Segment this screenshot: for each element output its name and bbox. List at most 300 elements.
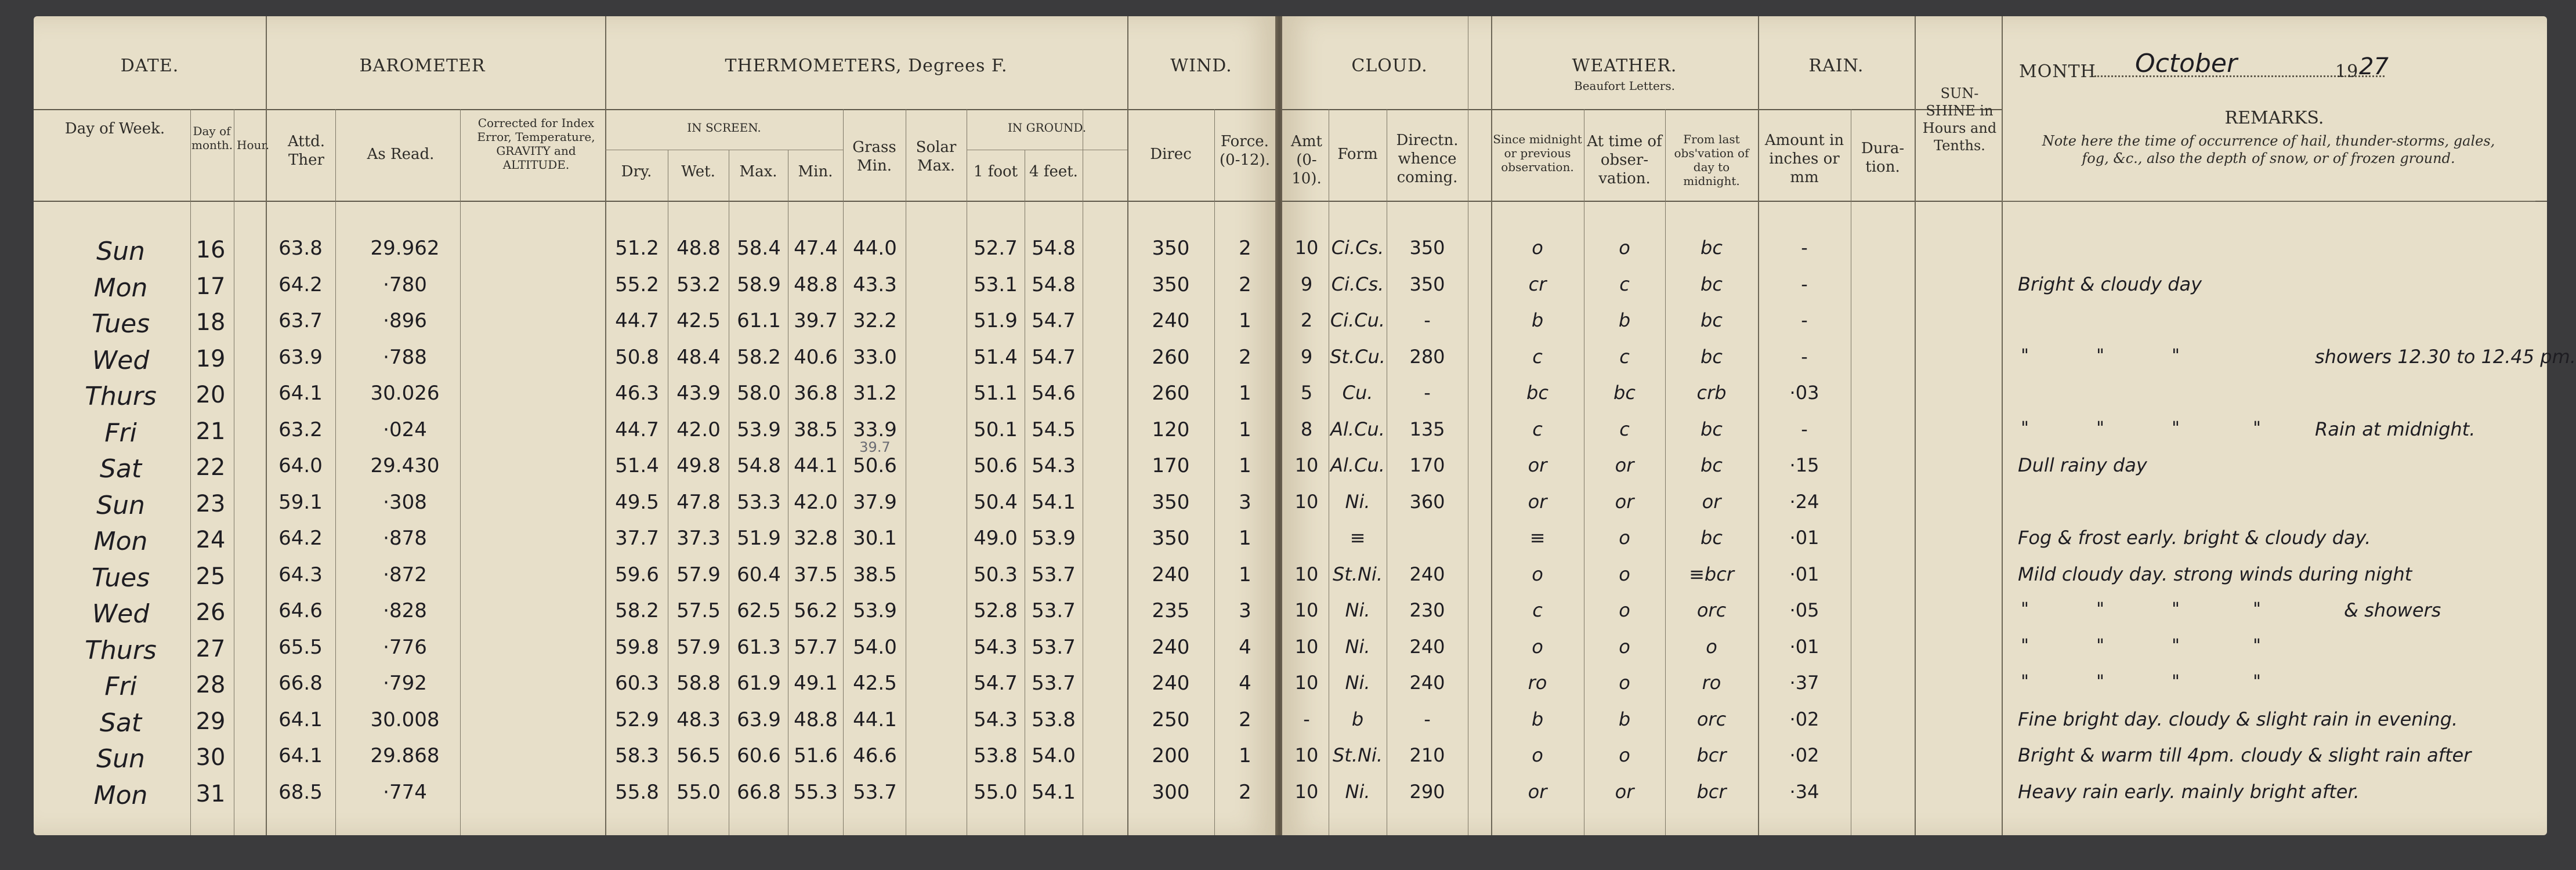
dry-cell: 37.7 xyxy=(615,527,659,550)
weather-at-time-cell: c xyxy=(1619,273,1630,295)
ground-4ft-cell: 53.7 xyxy=(1032,599,1076,622)
ground-4ft-cell: 53.9 xyxy=(1032,527,1076,550)
header-day-of-month: Day of month. xyxy=(191,124,233,152)
barometer-reading-cell: ·792 xyxy=(383,672,427,695)
cloud-directn-cell: 360 xyxy=(1409,490,1445,513)
attd-ther-cell: 64.0 xyxy=(278,454,323,477)
wind-force-cell: 3 xyxy=(1239,599,1251,622)
month-value: October xyxy=(2135,49,2238,78)
wind-force-cell: 4 xyxy=(1239,672,1251,695)
header-remarks: REMARKS. xyxy=(2224,108,2324,128)
wind-direc-cell: 120 xyxy=(1152,418,1190,441)
wet-cell: 57.9 xyxy=(676,635,721,659)
cloud-directn-cell: 170 xyxy=(1409,454,1445,476)
wind-force-cell: 1 xyxy=(1239,454,1251,477)
weather-at-time-cell: o xyxy=(1619,672,1630,694)
max-cell: 54.8 xyxy=(737,454,781,477)
wind-force-cell: 1 xyxy=(1239,418,1251,441)
cloud-amt-cell: 10 xyxy=(1294,454,1319,476)
weather-from-last-cell: crb xyxy=(1696,382,1727,404)
column-rule xyxy=(1915,16,1916,835)
weather-at-time-cell: o xyxy=(1619,599,1630,621)
header-day-of-week: Day of Week. xyxy=(64,120,165,137)
cloud-amt-cell: 8 xyxy=(1300,418,1313,440)
barometer-reading-cell: ·828 xyxy=(383,599,427,622)
attd-ther-cell: 64.6 xyxy=(278,599,323,622)
wind-direc-cell: 250 xyxy=(1152,708,1190,731)
year-value: 27 xyxy=(2359,53,2389,80)
wind-force-cell: 3 xyxy=(1239,490,1251,514)
wet-cell: 48.4 xyxy=(676,345,721,369)
header-corrected: Corrected for Index Error, Temperature, GRAVITY and ALTITUDE. xyxy=(477,116,595,172)
ground-1ft-cell: 50.3 xyxy=(974,563,1018,586)
ground-1ft-cell: 52.7 xyxy=(974,237,1018,260)
ground-1ft-cell: 51.4 xyxy=(974,345,1018,369)
barometer-reading-cell: ·776 xyxy=(383,635,427,659)
min-cell: 36.8 xyxy=(794,382,838,405)
cloud-form-cell: Ni. xyxy=(1345,635,1370,658)
day-of-week-cell: Fri xyxy=(104,418,137,448)
max-cell: 61.3 xyxy=(737,635,781,659)
attd-ther-cell: 63.8 xyxy=(278,237,323,260)
cloud-directn-cell: 230 xyxy=(1409,599,1445,621)
weather-at-time-cell: b xyxy=(1618,708,1631,730)
weather-from-last-cell: bcr xyxy=(1696,744,1727,766)
min-cell: 51.6 xyxy=(794,744,838,767)
day-of-month-cell: 31 xyxy=(196,780,226,807)
month-label: MONTH xyxy=(2019,61,2096,82)
day-of-month-cell: 26 xyxy=(196,599,226,626)
weather-since-cell: c xyxy=(1532,345,1543,368)
column-rule xyxy=(605,16,606,835)
weather-since-cell: o xyxy=(1532,744,1543,766)
max-cell: 58.4 xyxy=(737,237,781,260)
header-min: Min. xyxy=(798,163,833,180)
wet-cell: 57.5 xyxy=(676,599,721,622)
max-cell: 63.9 xyxy=(737,708,781,731)
dry-cell: 59.8 xyxy=(615,635,659,659)
remarks-cell: Mild cloudy day. strong winds during night xyxy=(2018,563,2412,585)
weather-since-cell: o xyxy=(1532,635,1543,658)
cloud-amt-cell: 2 xyxy=(1300,309,1313,331)
rain-amount-cell: ·05 xyxy=(1789,599,1819,621)
wind-force-cell: 2 xyxy=(1239,780,1251,804)
barometer-reading-cell: ·774 xyxy=(383,780,427,804)
rain-amount-cell: - xyxy=(1801,309,1808,331)
attd-ther-cell: 68.5 xyxy=(278,780,323,804)
day-of-week-cell: Fri xyxy=(104,672,137,701)
day-of-month-cell: 19 xyxy=(196,345,226,372)
max-cell: 51.9 xyxy=(737,527,781,550)
remarks-cell: Bright & warm till 4pm. cloudy & slight rain after xyxy=(2018,744,2472,766)
cloud-form-cell: b xyxy=(1351,708,1364,730)
ground-1ft-cell: 53.8 xyxy=(974,744,1018,767)
min-cell: 49.1 xyxy=(794,672,838,695)
day-of-month-cell: 21 xyxy=(196,418,226,445)
wind-direc-cell: 240 xyxy=(1152,309,1190,332)
day-of-week-cell: Wed xyxy=(92,345,150,375)
grass-min-cell: 33.0 xyxy=(853,345,897,369)
header-sunshine: SUN- SHINE in Hours and Tenths. xyxy=(1922,85,1997,154)
cloud-form-cell: Ci.Cs. xyxy=(1331,237,1384,259)
rain-amount-cell: ·02 xyxy=(1789,744,1819,766)
ditto-mark: " xyxy=(2021,345,2029,366)
attd-ther-cell: 64.2 xyxy=(278,527,323,550)
grass-min-cell: 30.1 xyxy=(853,527,897,550)
cloud-amt-cell: 10 xyxy=(1294,599,1319,621)
header-cloud-directn: Directn. whence coming. xyxy=(1396,132,1459,186)
header-at-time: At time of obser- vation. xyxy=(1587,133,1662,187)
remarks-cell: Bright & cloudy day xyxy=(2018,273,2202,295)
ground-1ft-cell: 53.1 xyxy=(974,273,1018,296)
dry-cell: 44.7 xyxy=(615,309,659,332)
header-max: Max. xyxy=(739,163,777,180)
cloud-form-cell: Al.Cu. xyxy=(1330,418,1385,440)
cloud-amt-cell: 9 xyxy=(1300,345,1313,368)
cloud-form-cell: St.Cu. xyxy=(1330,345,1385,368)
rain-amount-cell: ·01 xyxy=(1789,563,1819,585)
day-of-week-cell: Mon xyxy=(93,780,148,810)
min-cell: 47.4 xyxy=(794,237,838,260)
header-rain: RAIN. xyxy=(1808,56,1864,76)
day-of-week-cell: Mon xyxy=(93,273,148,303)
ground-4ft-cell: 54.0 xyxy=(1032,744,1076,767)
ditto-mark: " xyxy=(2096,345,2104,366)
grass-min-cell: 42.5 xyxy=(853,672,897,695)
cloud-amt-cell: 10 xyxy=(1294,780,1319,803)
max-cell: 58.9 xyxy=(737,273,781,296)
wind-direc-cell: 260 xyxy=(1152,345,1190,369)
grass-min-cell: 37.9 xyxy=(853,490,897,514)
dry-cell: 50.8 xyxy=(615,345,659,369)
weather-at-time-cell: c xyxy=(1619,345,1630,368)
header-grass-min: Grass Min. xyxy=(852,139,896,175)
cloud-amt-cell: 10 xyxy=(1294,490,1319,513)
header-rain-duration: Dura- tion. xyxy=(1861,140,1905,176)
wind-force-cell: 2 xyxy=(1239,273,1251,296)
header-1-foot: 1 foot xyxy=(973,163,1018,180)
day-of-week-cell: Tues xyxy=(91,563,150,593)
weather-since-cell: ≡ xyxy=(1529,527,1546,549)
barometer-reading-cell: ·896 xyxy=(383,309,427,332)
attd-ther-cell: 63.9 xyxy=(278,345,323,369)
rain-amount-cell: - xyxy=(1801,237,1808,259)
min-cell: 40.6 xyxy=(794,345,838,369)
header-wet: Wet. xyxy=(681,163,715,180)
attd-ther-cell: 64.2 xyxy=(278,273,323,296)
wind-force-cell: 1 xyxy=(1239,744,1251,767)
wind-force-cell: 1 xyxy=(1239,527,1251,550)
grass-min-cell: 53.7 xyxy=(853,780,897,804)
cloud-amt-cell: - xyxy=(1303,708,1310,730)
cloud-amt-cell: 10 xyxy=(1294,563,1319,585)
header-cloud: CLOUD. xyxy=(1351,56,1428,76)
weather-from-last-cell: ro xyxy=(1702,672,1721,694)
ground-1ft-cell: 49.0 xyxy=(974,527,1018,550)
year-prefix: 19 xyxy=(2335,61,2359,82)
weather-at-time-cell: o xyxy=(1619,237,1630,259)
day-of-month-cell: 23 xyxy=(196,490,226,517)
cloud-form-cell: Cu. xyxy=(1342,382,1373,404)
cloud-form-cell: ≡ xyxy=(1349,527,1366,549)
weather-since-cell: o xyxy=(1532,563,1543,585)
wet-cell: 42.5 xyxy=(676,309,721,332)
ground-4ft-cell: 54.7 xyxy=(1032,345,1076,369)
cloud-directn-cell: 290 xyxy=(1409,780,1445,803)
barometer-reading-cell: 30.026 xyxy=(370,382,440,405)
grass-min-cell: 54.0 xyxy=(853,635,897,659)
grass-min-cell: 38.5 xyxy=(853,563,897,586)
ditto-mark: " xyxy=(2172,599,2180,619)
ground-4ft-cell: 54.6 xyxy=(1032,382,1076,405)
remarks-note: Note here the time of occurrence of hail, thunder-storms, gales, fog, &c., also the depth of snow, or of frozen ground. xyxy=(2042,133,2495,166)
wind-direc-cell: 350 xyxy=(1152,490,1190,514)
weather-since-cell: b xyxy=(1531,708,1544,730)
ditto-mark: " xyxy=(2096,635,2104,656)
cloud-amt-cell: 10 xyxy=(1294,744,1319,766)
wind-force-cell: 4 xyxy=(1239,635,1251,659)
dry-cell: 58.2 xyxy=(615,599,659,622)
weather-from-last-cell: o xyxy=(1706,635,1717,658)
ground-1ft-cell: 51.9 xyxy=(974,309,1018,332)
weather-from-last-cell: bc xyxy=(1701,345,1723,368)
dry-cell: 46.3 xyxy=(615,382,659,405)
weather-since-cell: o xyxy=(1532,237,1543,259)
cloud-form-cell: Al.Cu. xyxy=(1330,454,1385,476)
min-cell: 42.0 xyxy=(794,490,838,514)
day-of-month-cell: 16 xyxy=(196,237,226,263)
day-of-week-cell: Thurs xyxy=(85,635,157,665)
attd-ther-cell: 59.1 xyxy=(278,490,323,514)
remarks-cell: Dull rainy day xyxy=(2018,454,2147,476)
barometer-reading-cell: 29.962 xyxy=(370,237,440,260)
ditto-mark: " xyxy=(2253,599,2261,619)
weather-from-last-cell: bc xyxy=(1701,273,1723,295)
barometer-reading-cell: ·308 xyxy=(383,490,427,514)
rain-amount-cell: ·02 xyxy=(1789,708,1819,730)
cloud-amt-cell: 5 xyxy=(1300,382,1313,404)
wind-force-cell: 1 xyxy=(1239,563,1251,586)
wet-cell: 55.0 xyxy=(676,780,721,804)
grass-min-cell: 44.1 xyxy=(853,708,897,731)
column-rule xyxy=(1665,109,1666,835)
grass-min-cell: 43.3 xyxy=(853,273,897,296)
ground-1ft-cell: 54.7 xyxy=(974,672,1018,695)
wet-cell: 49.8 xyxy=(676,454,721,477)
cloud-form-cell: Ci.Cs. xyxy=(1331,273,1384,295)
day-of-week-cell: Tues xyxy=(91,309,150,339)
wet-cell: 43.9 xyxy=(676,382,721,405)
weather-at-time-cell: o xyxy=(1619,563,1630,585)
dry-cell: 52.9 xyxy=(615,708,659,731)
weather-from-last-cell: bc xyxy=(1701,237,1723,259)
header-cloud-form: Form xyxy=(1337,146,1378,163)
cloud-directn-cell: - xyxy=(1424,382,1431,404)
ground-1ft-cell: 54.3 xyxy=(974,635,1018,659)
day-of-month-cell: 24 xyxy=(196,527,226,553)
weather-from-last-cell: bc xyxy=(1701,309,1723,331)
min-cell: 32.8 xyxy=(794,527,838,550)
dry-cell: 59.6 xyxy=(615,563,659,586)
weather-since-cell: c xyxy=(1532,599,1543,621)
max-cell: 60.4 xyxy=(737,563,781,586)
day-of-week-cell: Sun xyxy=(96,744,145,774)
header-thermometers: THERMOMETERS, Degrees F. xyxy=(725,56,1008,76)
column-rule xyxy=(1214,109,1215,835)
min-cell: 57.7 xyxy=(794,635,838,659)
min-cell: 48.8 xyxy=(794,708,838,731)
weather-from-last-cell: orc xyxy=(1696,708,1727,730)
weather-from-last-cell: bc xyxy=(1701,527,1723,549)
ditto-mark: " xyxy=(2021,418,2029,438)
day-of-month-cell: 27 xyxy=(196,635,226,662)
ditto-mark: " xyxy=(2096,599,2104,619)
weather-at-time-cell: b xyxy=(1618,309,1631,331)
wind-force-cell: 1 xyxy=(1239,382,1251,405)
wind-direc-cell: 170 xyxy=(1152,454,1190,477)
grass-min-cell: 44.0 xyxy=(853,237,897,260)
wind-force-cell: 1 xyxy=(1239,309,1251,332)
ground-4ft-cell: 54.5 xyxy=(1032,418,1076,441)
max-cell: 61.1 xyxy=(737,309,781,332)
column-rule xyxy=(335,109,336,835)
day-of-week-cell: Sun xyxy=(96,490,145,520)
wet-cell: 47.8 xyxy=(676,490,721,514)
rain-amount-cell: - xyxy=(1801,418,1808,440)
header-wind-force: Force. (0-12). xyxy=(1220,133,1270,169)
ground-1ft-cell: 50.1 xyxy=(974,418,1018,441)
header-attd-ther: Attd. Ther xyxy=(287,133,325,169)
grass-min-cell: 31.2 xyxy=(853,382,897,405)
cloud-form-cell: Ni. xyxy=(1345,490,1370,513)
grass-correction: 39.7 xyxy=(859,439,891,455)
rain-amount-cell: - xyxy=(1801,345,1808,368)
weather-since-cell: or xyxy=(1528,490,1547,513)
ground-4ft-cell: 54.8 xyxy=(1032,237,1076,260)
header-4-feet: 4 feet. xyxy=(1029,163,1078,180)
weather-from-last-cell: or xyxy=(1702,490,1721,513)
cloud-amt-cell: 10 xyxy=(1294,237,1319,259)
header-bottom-rule xyxy=(34,201,1275,202)
weather-since-cell: bc xyxy=(1526,382,1549,404)
weather-from-last-cell: bcr xyxy=(1696,780,1727,803)
remarks-cell: Rain at midnight. xyxy=(2315,418,2476,440)
day-of-month-cell: 22 xyxy=(196,454,226,481)
day-of-week-cell: Sat xyxy=(99,708,142,738)
max-cell: 61.9 xyxy=(737,672,781,695)
column-rule xyxy=(190,109,191,835)
cloud-directn-cell: 240 xyxy=(1409,563,1445,585)
wet-cell: 53.2 xyxy=(676,273,721,296)
column-rule xyxy=(843,109,844,835)
header-solar-max: Solar Max. xyxy=(916,139,957,175)
ditto-mark: " xyxy=(2172,672,2180,692)
ditto-mark: " xyxy=(2172,418,2180,438)
header-divider xyxy=(34,109,1275,110)
weather-at-time-cell: o xyxy=(1619,744,1630,766)
wind-direc-cell: 300 xyxy=(1152,780,1190,804)
max-cell: 60.6 xyxy=(737,744,781,767)
attd-ther-cell: 66.8 xyxy=(278,672,323,695)
remarks-cell: Heavy rain early. mainly bright after. xyxy=(2018,780,2360,803)
weather-since-cell: c xyxy=(1532,418,1543,440)
weather-since-cell: or xyxy=(1528,454,1547,476)
day-of-month-cell: 20 xyxy=(196,382,226,408)
ground-1ft-cell: 52.8 xyxy=(974,599,1018,622)
grass-min-cell: 32.2 xyxy=(853,309,897,332)
ditto-mark: " xyxy=(2253,418,2261,438)
column-rule xyxy=(460,109,461,835)
attd-ther-cell: 63.2 xyxy=(278,418,323,441)
min-cell: 44.1 xyxy=(794,454,838,477)
day-of-month-cell: 28 xyxy=(196,672,226,698)
ground-4ft-cell: 54.1 xyxy=(1032,490,1076,514)
wind-direc-cell: 240 xyxy=(1152,635,1190,659)
ground-1ft-cell: 55.0 xyxy=(974,780,1018,804)
grass-min-cell: 50.6 xyxy=(853,454,897,477)
header-weather: WEATHER. xyxy=(1572,56,1677,76)
day-of-week-cell: Sun xyxy=(96,237,145,266)
cloud-directn-cell: 210 xyxy=(1409,744,1445,766)
barometer-reading-cell: ·788 xyxy=(383,345,427,369)
wind-direc-cell: 235 xyxy=(1152,599,1190,622)
attd-ther-cell: 65.5 xyxy=(278,635,323,659)
left-page xyxy=(34,16,1275,835)
cloud-directn-cell: 240 xyxy=(1409,635,1445,658)
header-hour: Hour. xyxy=(237,138,270,152)
max-cell: 58.2 xyxy=(737,345,781,369)
rain-amount-cell: - xyxy=(1801,273,1808,295)
weather-at-time-cell: bc xyxy=(1613,382,1636,404)
wet-cell: 48.3 xyxy=(676,708,721,731)
weather-from-last-cell: bc xyxy=(1701,454,1723,476)
ground-4ft-cell: 53.7 xyxy=(1032,635,1076,659)
weather-from-last-cell: orc xyxy=(1696,599,1727,621)
ditto-mark: " xyxy=(2021,635,2029,656)
remarks-cell: Fog & frost early. bright & cloudy day. xyxy=(2018,527,2371,549)
ditto-mark: " xyxy=(2096,418,2104,438)
dry-cell: 51.4 xyxy=(615,454,659,477)
wet-cell: 48.8 xyxy=(676,237,721,260)
wet-cell: 42.0 xyxy=(676,418,721,441)
barometer-reading-cell: 29.868 xyxy=(370,744,440,767)
header-in-screen: IN SCREEN. xyxy=(687,121,761,135)
weather-from-last-cell: bc xyxy=(1701,418,1723,440)
header-divider xyxy=(1282,109,2002,110)
rain-amount-cell: ·15 xyxy=(1789,454,1819,476)
wind-direc-cell: 350 xyxy=(1152,273,1190,296)
wind-direc-cell: 260 xyxy=(1152,382,1190,405)
cloud-directn-cell: - xyxy=(1424,708,1431,730)
rain-amount-cell: ·24 xyxy=(1789,490,1819,513)
header-as-read: As Read. xyxy=(367,146,435,163)
cloud-form-cell: Ni. xyxy=(1345,672,1370,694)
grass-min-cell: 33.9 xyxy=(853,418,897,441)
attd-ther-cell: 63.7 xyxy=(278,309,323,332)
remarks-cell: & showers xyxy=(2344,599,2441,621)
wet-cell: 56.5 xyxy=(676,744,721,767)
rain-amount-cell: ·03 xyxy=(1789,382,1819,404)
wind-direc-cell: 200 xyxy=(1152,744,1190,767)
rain-amount-cell: ·37 xyxy=(1789,672,1819,694)
rain-amount-cell: ·34 xyxy=(1789,780,1819,803)
remarks-cell: Fine bright day. cloudy & slight rain in evening. xyxy=(2018,708,2458,730)
column-rule xyxy=(1127,16,1128,835)
dry-cell: 49.5 xyxy=(615,490,659,514)
barometer-reading-cell: 29.430 xyxy=(370,454,440,477)
cloud-directn-cell: 350 xyxy=(1409,273,1445,295)
cloud-directn-cell: 240 xyxy=(1409,672,1445,694)
